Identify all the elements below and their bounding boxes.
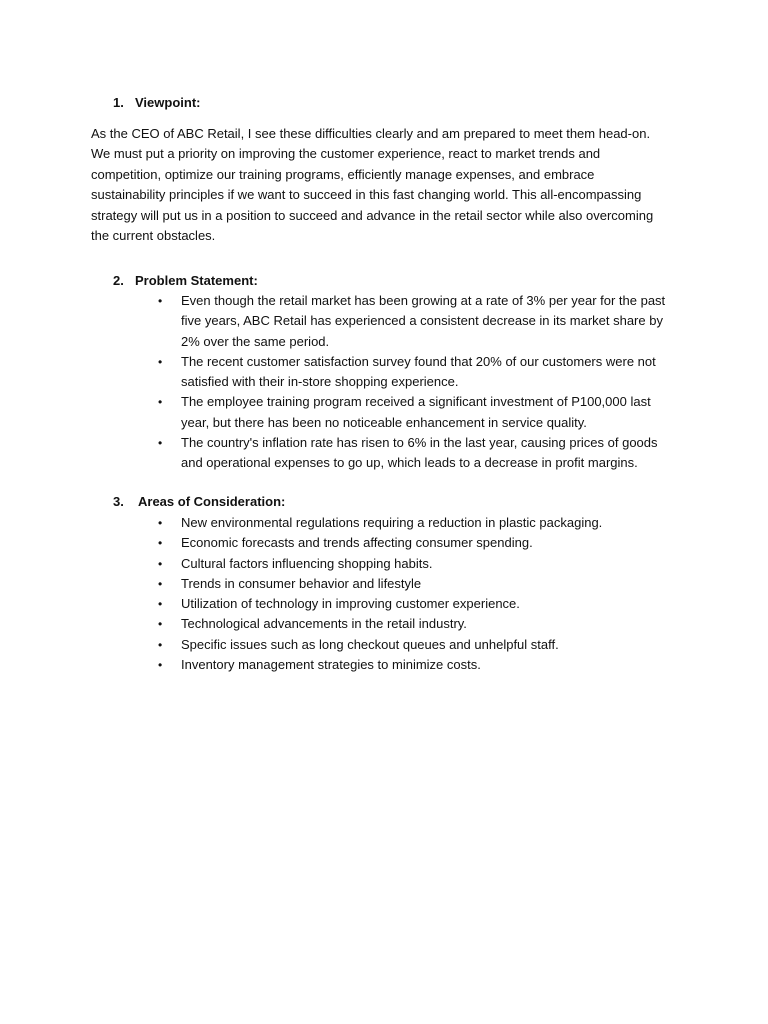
areas-of-consideration-list	[158, 513, 678, 675]
bullet-icon: •	[158, 617, 163, 632]
list-item	[158, 594, 678, 614]
list-item	[158, 513, 678, 533]
viewpoint-paragraph: As the CEO of ABC Retail, I see these difficulties clearly and am prepared to meet them head-on. We must put a priority on improving the customer experience, react to market trends and competition, optimize our training programs, efficiently manage expenses, and embrace sustainability principles if we want to succeed in this fast changing world. This all-encompassing strategy will put us in a position to succeed and advance in the retail sector while also overcoming the current obstacles.	[91, 126, 654, 244]
list-item-text: Cultural factors influencing shopping habits.	[181, 555, 433, 571]
bullet-icon: •	[158, 516, 163, 530]
bullet-icon: •	[158, 436, 163, 451]
list-item-text: Specific issues such as long checkout queues and unhelpful staff.	[181, 636, 559, 652]
list-item-text: The employee training program received a significant investment of P100,000 last year, but there has been no noticeable enhancement in service quality.	[181, 394, 651, 430]
section-title: Viewpoint:	[135, 95, 201, 110]
list-item	[158, 291, 678, 352]
section-title: Problem Statement:	[135, 273, 258, 288]
bullet-icon: •	[158, 637, 163, 652]
bullet-icon: •	[158, 576, 163, 591]
section-heading-viewpoint	[113, 93, 200, 113]
section-heading-areas-of-consideration	[113, 492, 285, 512]
list-item-text: The recent customer satisfaction survey found that 20% of our customers were not satisfied with their in-store shopping experience.	[181, 353, 656, 390]
section-number: 1.	[113, 95, 124, 110]
bullet-icon: •	[158, 658, 163, 673]
list-item-text: Trends in consumer behavior and lifestyle	[181, 575, 422, 591]
list-item-text: Even though the retail market has been growing at a rate of 3% per year for the past five years, ABC Retail has experienced a consistent decrease in its market share by 2% over the same period.	[181, 293, 666, 349]
bullet-icon: •	[158, 536, 163, 551]
bullet-icon: •	[158, 354, 163, 369]
bullet-icon: •	[158, 294, 163, 308]
list-item	[158, 635, 678, 655]
section-heading-problem-statement	[113, 271, 258, 291]
problem-statement-list	[158, 291, 678, 474]
list-item-text: Economic forecasts and trends affecting consumer spending.	[181, 535, 533, 551]
bullet-icon: •	[158, 395, 163, 410]
list-item-text: Utilization of technology in improving customer experience.	[181, 596, 520, 612]
list-item-text: Technological advancements in the retail industry.	[181, 616, 467, 632]
list-item	[158, 533, 678, 553]
section-title: Areas of Consideration:	[138, 494, 286, 509]
section-number: 2.	[113, 273, 124, 288]
list-item	[158, 352, 678, 393]
list-item	[158, 554, 678, 574]
list-item-text: The country's inflation rate has risen to 6% in the last year, causing prices of goods and operational expenses to go up, which leads to a decrease in profit margins.	[181, 435, 658, 471]
list-item	[158, 392, 678, 433]
list-item	[158, 574, 678, 594]
list-item-text: Inventory management strategies to minimize costs.	[181, 657, 481, 673]
list-item	[158, 433, 678, 474]
list-item	[158, 655, 678, 675]
section-number: 3.	[113, 494, 124, 509]
list-item-text: New environmental regulations requiring a reduction in plastic packaging.	[181, 515, 603, 530]
list-item	[158, 614, 678, 634]
bullet-icon: •	[158, 556, 163, 571]
bullet-icon: •	[158, 597, 163, 612]
